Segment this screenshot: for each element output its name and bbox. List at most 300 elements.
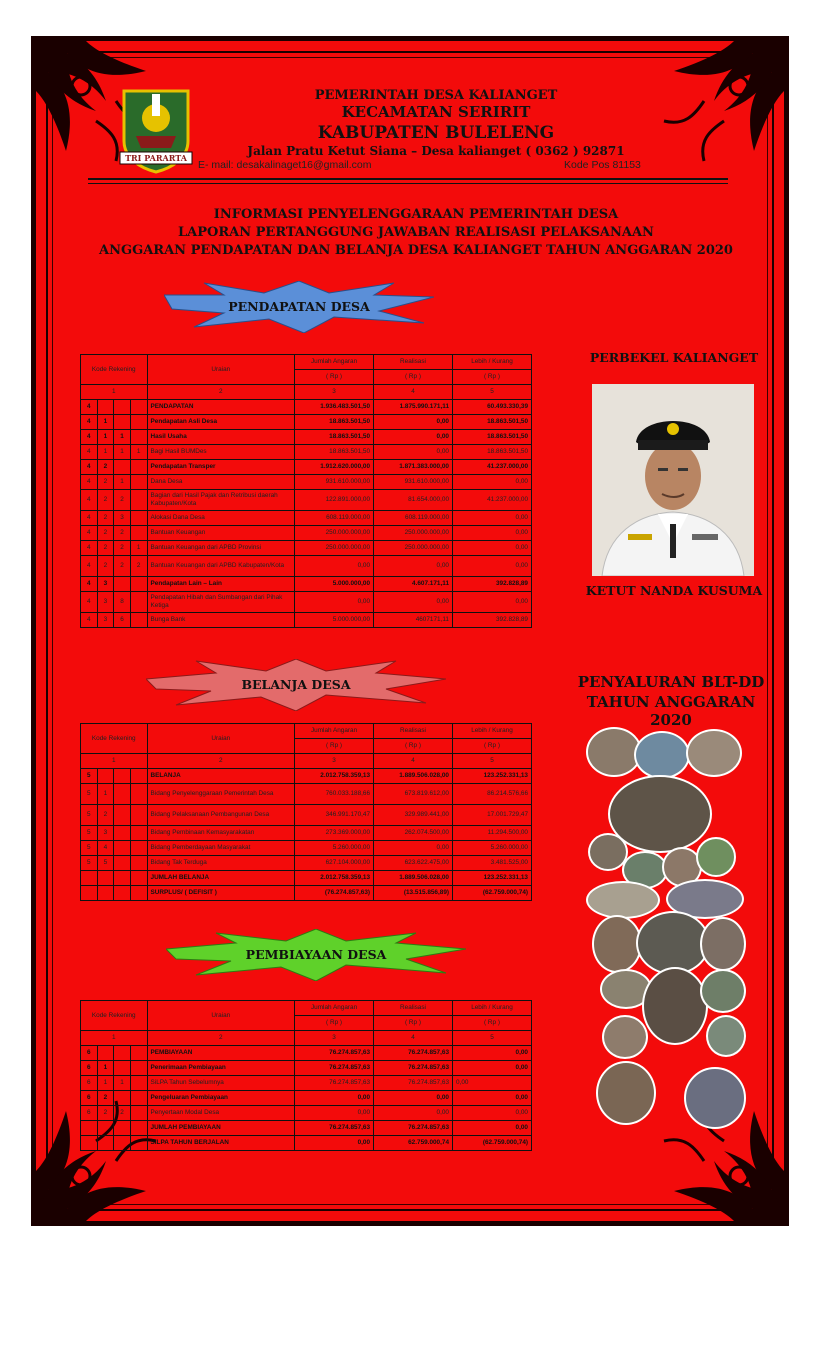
main-title-line1: INFORMASI PENYELENGGARAAN PEMERINTAH DESA — [213, 207, 619, 222]
lebih-cell: 0,00 — [453, 1121, 532, 1136]
kode-cell — [130, 1061, 147, 1076]
anggaran-cell: 250.000.000,00 — [295, 541, 374, 556]
table-row — [81, 577, 532, 592]
lebih-cell: 0,00 — [453, 1091, 532, 1106]
anggaran-cell: (76.274.857,63) — [295, 886, 374, 901]
table-row — [81, 445, 532, 460]
table-row — [81, 592, 532, 613]
blt-photo-circle — [602, 1015, 648, 1059]
uraian-cell: SURPLUS/ ( DEFISIT ) — [147, 886, 295, 901]
realisasi-cell: 262.074.500,00 — [374, 826, 453, 841]
banner-pendapatan — [164, 281, 434, 333]
col-header-lebih: Lebih / Kurang — [453, 355, 532, 370]
table-row — [81, 541, 532, 556]
col-header-anggaran: Jumlah Angaran — [295, 724, 374, 739]
table-row — [81, 826, 532, 841]
kode-cell: 5 — [81, 856, 98, 871]
blt-photo-circle — [706, 1015, 746, 1057]
kode-cell: 2 — [114, 556, 131, 577]
kode-cell: 2 — [114, 541, 131, 556]
table-row — [81, 415, 532, 430]
lebih-cell: 392.828,89 — [453, 613, 532, 628]
realisasi-cell: 608.119.000,00 — [374, 511, 453, 526]
banner-belanja — [146, 659, 446, 711]
col-header-kode: Kode Rekening — [81, 355, 148, 385]
kode-cell — [114, 1046, 131, 1061]
uraian-cell: Penyertaan Modal Desa — [147, 1106, 295, 1121]
kode-cell: 8 — [114, 592, 131, 613]
anggaran-cell: 2.012.758.359,13 — [295, 871, 374, 886]
kode-cell: 2 — [114, 1106, 131, 1121]
kode-cell — [114, 460, 131, 475]
col-number: 3 — [295, 385, 374, 400]
kode-cell — [114, 400, 131, 415]
logo-label: TRI PARARTA — [125, 153, 187, 163]
banner-belanja-label: BELANJA DESA — [241, 677, 351, 692]
uraian-cell: Pendapatan Lain – Lain — [147, 577, 295, 592]
header-divider — [88, 178, 728, 180]
header-divider — [88, 183, 728, 184]
table-row — [81, 856, 532, 871]
kode-cell — [97, 1121, 114, 1136]
col-number: 1 — [81, 1031, 148, 1046]
kode-cell — [97, 886, 114, 901]
kode-cell — [130, 856, 147, 871]
kode-cell: 5 — [81, 784, 98, 805]
lebih-cell: (62.759.000,74) — [453, 886, 532, 901]
kode-cell — [81, 871, 98, 886]
header-district: KECAMATAN SERIRIT — [341, 103, 531, 121]
kode-cell — [130, 826, 147, 841]
uraian-cell: Bagi Hasil BUMDes — [147, 445, 295, 460]
realisasi-cell: 76.274.857,63 — [374, 1061, 453, 1076]
lebih-cell: 0,00 — [453, 592, 532, 613]
table-row — [81, 613, 532, 628]
kode-cell: 4 — [81, 490, 98, 511]
col-number: 4 — [374, 754, 453, 769]
kode-cell — [130, 460, 147, 475]
kode-cell: 5 — [81, 769, 98, 784]
table-row — [81, 805, 532, 826]
kode-cell: 4 — [81, 430, 98, 445]
uraian-cell: Penerimaan Pembiayaan — [147, 1061, 295, 1076]
kode-cell: 3 — [97, 826, 114, 841]
lebih-cell: 41.237.000,00 — [453, 490, 532, 511]
uraian-cell: Bantuan Keuangan — [147, 526, 295, 541]
anggaran-cell: 76.274.857,63 — [295, 1061, 374, 1076]
col-header-unit: ( Rp ) — [295, 1016, 374, 1031]
kode-cell: 1 — [97, 415, 114, 430]
banner-pembiayaan — [166, 929, 466, 981]
kode-cell — [130, 886, 147, 901]
col-header-uraian: Uraian — [147, 1001, 295, 1031]
kode-cell: 1 — [97, 445, 114, 460]
realisasi-cell: 250.000.000,00 — [374, 541, 453, 556]
kode-cell: 1 — [97, 784, 114, 805]
realisasi-cell: 76.274.857,63 — [374, 1076, 453, 1091]
uraian-cell: JUMLAH PEMBIAYAAN — [147, 1121, 295, 1136]
uraian-cell: Pendapatan Transper — [147, 460, 295, 475]
col-header-unit: ( Rp ) — [453, 1016, 532, 1031]
col-number: 1 — [81, 754, 148, 769]
kode-cell — [114, 1136, 131, 1151]
realisasi-cell: 0,00 — [374, 1091, 453, 1106]
kode-cell: 6 — [81, 1106, 98, 1121]
kode-cell: 1 — [130, 445, 147, 460]
realisasi-cell: 673.819.612,00 — [374, 784, 453, 805]
col-header-realisasi: Realisasi — [374, 724, 453, 739]
table-row — [81, 1136, 532, 1151]
anggaran-cell: 5.000.000,00 — [295, 613, 374, 628]
kode-cell — [114, 841, 131, 856]
kode-cell — [114, 415, 131, 430]
col-number: 5 — [453, 754, 532, 769]
banner-pendapatan-label: PENDAPATAN DESA — [228, 299, 370, 314]
kode-cell — [130, 1046, 147, 1061]
kode-cell: 4 — [81, 400, 98, 415]
col-header-unit: ( Rp ) — [295, 370, 374, 385]
kode-cell — [114, 1061, 131, 1076]
kode-cell — [130, 841, 147, 856]
kode-cell — [114, 577, 131, 592]
lebih-cell: 3.481.525,00 — [453, 856, 532, 871]
perbekel-photo — [592, 384, 754, 576]
table-row — [81, 556, 532, 577]
kode-cell — [130, 400, 147, 415]
realisasi-cell: 81.654.000,00 — [374, 490, 453, 511]
header-regency: KABUPATEN BULELENG — [317, 123, 555, 143]
realisasi-cell: 329.989.441,00 — [374, 805, 453, 826]
lebih-cell: 392.828,89 — [453, 577, 532, 592]
anggaran-cell: 18.863.501,50 — [295, 445, 374, 460]
anggaran-cell: 0,00 — [295, 556, 374, 577]
anggaran-cell: 76.274.857,63 — [295, 1121, 374, 1136]
lebih-cell: 0,00 — [453, 1106, 532, 1121]
kode-cell: 1 — [114, 430, 131, 445]
realisasi-cell: 0,00 — [374, 841, 453, 856]
kode-cell: 4 — [81, 556, 98, 577]
uraian-cell: Bidang Pembinaan Kemasyarakatan — [147, 826, 295, 841]
kode-cell — [81, 1121, 98, 1136]
lebih-cell: 18.863.501,50 — [453, 430, 532, 445]
lebih-cell: 123.252.331,13 — [453, 871, 532, 886]
realisasi-cell: 76.274.857,63 — [374, 1121, 453, 1136]
kode-cell: 1 — [114, 475, 131, 490]
blt-photo-circle — [634, 731, 690, 779]
kode-cell — [130, 577, 147, 592]
table-row — [81, 511, 532, 526]
table-row — [81, 886, 532, 901]
kode-cell — [81, 886, 98, 901]
lebih-cell: 0,00 — [453, 526, 532, 541]
anggaran-cell: 76.274.857,63 — [295, 1076, 374, 1091]
kode-cell — [130, 1121, 147, 1136]
uraian-cell: BELANJA — [147, 769, 295, 784]
kode-cell — [114, 886, 131, 901]
header-address: Jalan Pratu Ketut Siana – Desa kalianget ( 0362 ) 92871 — [247, 144, 625, 158]
col-header-lebih: Lebih / Kurang — [453, 1001, 532, 1016]
lebih-cell: 18.863.501,50 — [453, 445, 532, 460]
anggaran-cell: 76.274.857,63 — [295, 1046, 374, 1061]
kode-cell: 2 — [130, 556, 147, 577]
kode-cell — [81, 1136, 98, 1151]
header-village: PEMERINTAH DESA KALIANGET — [314, 88, 558, 103]
kode-cell — [97, 400, 114, 415]
blt-photo-circle — [592, 915, 642, 973]
pembiayaan-table — [80, 1000, 532, 1151]
kode-cell: 4 — [81, 526, 98, 541]
lebih-cell: 41.237.000,00 — [453, 460, 532, 475]
kode-cell: 2 — [114, 526, 131, 541]
table-row — [81, 784, 532, 805]
blt-title-line1: PENYALURAN BLT-DD — [577, 673, 765, 691]
uraian-cell: Bagian dari Hasil Pajak dan Retribusi daerah Kabupaten/Kota — [147, 490, 295, 511]
kode-cell — [114, 871, 131, 886]
realisasi-cell: 1.889.506.028,00 — [374, 769, 453, 784]
col-header-unit: ( Rp ) — [453, 370, 532, 385]
blt-photo-circle — [596, 1061, 656, 1125]
anggaran-cell: 250.000.000,00 — [295, 526, 374, 541]
kode-cell: 1 — [97, 430, 114, 445]
col-number: 3 — [295, 1031, 374, 1046]
kode-cell — [130, 430, 147, 445]
lebih-cell: 18.863.501,50 — [453, 415, 532, 430]
realisasi-cell: 0,00 — [374, 556, 453, 577]
pendapatan-table — [80, 354, 532, 628]
realisasi-cell: 250.000.000,00 — [374, 526, 453, 541]
kode-cell: 1 — [130, 541, 147, 556]
table-row — [81, 1076, 532, 1091]
realisasi-cell: 0,00 — [374, 592, 453, 613]
anggaran-cell: 0,00 — [295, 1091, 374, 1106]
anggaran-cell: 346.991.170,47 — [295, 805, 374, 826]
table-row — [81, 460, 532, 475]
col-number: 1 — [81, 385, 148, 400]
blt-photo-circle — [686, 729, 742, 777]
kode-cell: 3 — [97, 613, 114, 628]
lebih-cell: 17.001.729,47 — [453, 805, 532, 826]
kode-cell: 4 — [81, 592, 98, 613]
banner-pembiayaan-label: PEMBIAYAAN DESA — [245, 947, 387, 962]
kode-cell: 3 — [114, 511, 131, 526]
lebih-cell: 0,00 — [453, 1046, 532, 1061]
uraian-cell: Dana Desa — [147, 475, 295, 490]
table-row — [81, 769, 532, 784]
anggaran-cell: 1.936.483.501,50 — [295, 400, 374, 415]
belanja-table — [80, 723, 532, 901]
corner-ornament-icon — [634, 41, 784, 191]
kode-cell — [130, 415, 147, 430]
col-number: 2 — [147, 754, 295, 769]
col-header-unit: ( Rp ) — [374, 1016, 453, 1031]
anggaran-cell: 5.000.000,00 — [295, 577, 374, 592]
kode-cell — [97, 1046, 114, 1061]
lebih-cell: 0,00 — [453, 541, 532, 556]
perbekel-title: PERBEKEL KALIANGET — [589, 350, 759, 365]
kode-cell: 2 — [97, 526, 114, 541]
realisasi-cell: 4.607.171,11 — [374, 577, 453, 592]
kode-cell — [130, 769, 147, 784]
kode-cell: 2 — [114, 490, 131, 511]
uraian-cell: Pendapatan Hibah dan Sumbangan dari Pihak Ketiga — [147, 592, 295, 613]
kode-cell: 4 — [81, 541, 98, 556]
uraian-cell: Pendapatan Asli Desa — [147, 415, 295, 430]
kode-cell — [114, 826, 131, 841]
col-header-kode: Kode Rekening — [81, 1001, 148, 1031]
lebih-cell: 0,00 — [453, 1076, 532, 1091]
kode-cell: 4 — [97, 841, 114, 856]
realisasi-cell: 1.875.990.171,11 — [374, 400, 453, 415]
kode-cell: 4 — [81, 415, 98, 430]
kode-cell: 1 — [97, 1061, 114, 1076]
col-number: 2 — [147, 1031, 295, 1046]
anggaran-cell: 608.119.000,00 — [295, 511, 374, 526]
kode-cell: 1 — [114, 1076, 131, 1091]
realisasi-cell: 1.889.506.028,00 — [374, 871, 453, 886]
kode-cell: 5 — [81, 826, 98, 841]
kode-cell: 6 — [81, 1091, 98, 1106]
col-header-realisasi: Realisasi — [374, 355, 453, 370]
kode-cell — [114, 805, 131, 826]
kode-cell: 5 — [97, 856, 114, 871]
realisasi-cell: 62.759.000,74 — [374, 1136, 453, 1151]
realisasi-cell: (13.515.856,89) — [374, 886, 453, 901]
kode-cell: 2 — [97, 541, 114, 556]
uraian-cell: Bidang Pemberdayaan Masyarakat — [147, 841, 295, 856]
lebih-cell: (62.759.000,74) — [453, 1136, 532, 1151]
blt-title-line2: TAHUN ANGGARAN 2020 — [586, 693, 756, 729]
col-header-unit: ( Rp ) — [374, 739, 453, 754]
anggaran-cell: 2.012.758.359,13 — [295, 769, 374, 784]
kode-cell: 3 — [97, 592, 114, 613]
realisasi-cell: 76.274.857,63 — [374, 1046, 453, 1061]
col-header-anggaran: Jumlah Angaran — [295, 1001, 374, 1016]
regency-logo-icon — [116, 86, 196, 176]
col-header-uraian: Uraian — [147, 355, 295, 385]
kode-cell: 5 — [81, 841, 98, 856]
main-title-line2: LAPORAN PERTANGGUNG JAWABAN REALISASI PELAKSANAAN — [178, 225, 654, 240]
uraian-cell: PEMBIAYAAN — [147, 1046, 295, 1061]
col-number: 5 — [453, 385, 532, 400]
header-postcode: Kode Pos 81153 — [564, 159, 641, 171]
kode-cell: 6 — [81, 1046, 98, 1061]
kode-cell: 2 — [97, 511, 114, 526]
kode-cell: 4 — [81, 613, 98, 628]
col-number: 2 — [147, 385, 295, 400]
kode-cell — [130, 475, 147, 490]
table-row — [81, 1121, 532, 1136]
kode-cell — [130, 592, 147, 613]
kode-cell: 2 — [97, 490, 114, 511]
lebih-cell: 0,00 — [453, 475, 532, 490]
realisasi-cell: 4607171,11 — [374, 613, 453, 628]
realisasi-cell: 0,00 — [374, 445, 453, 460]
table-row — [81, 400, 532, 415]
kode-cell — [130, 490, 147, 511]
blt-photo-circle — [696, 837, 736, 877]
realisasi-cell: 0,00 — [374, 430, 453, 445]
col-header-realisasi: Realisasi — [374, 1001, 453, 1016]
col-header-unit: ( Rp ) — [374, 370, 453, 385]
blt-photo-circle — [586, 881, 660, 919]
realisasi-cell: 0,00 — [374, 1106, 453, 1121]
kode-cell — [114, 856, 131, 871]
anggaran-cell: 0,00 — [295, 592, 374, 613]
anggaran-cell: 18.863.501,50 — [295, 430, 374, 445]
kode-cell: 4 — [81, 460, 98, 475]
blt-photo-circle — [700, 917, 746, 971]
kode-cell: 2 — [97, 1091, 114, 1106]
lebih-cell: 0,00 — [453, 1061, 532, 1076]
perbekel-name: KETUT NANDA KUSUMA — [585, 583, 763, 598]
header-email: E- mail: desakalinaget16@gmail.com — [198, 159, 372, 171]
uraian-cell: Hasil Usaha — [147, 430, 295, 445]
lebih-cell: 0,00 — [453, 511, 532, 526]
kode-cell: 1 — [97, 1076, 114, 1091]
kode-cell: 6 — [81, 1076, 98, 1091]
blt-photo-circle — [642, 967, 708, 1045]
kode-cell: 2 — [97, 805, 114, 826]
lebih-cell: 123.252.331,13 — [453, 769, 532, 784]
anggaran-cell: 0,00 — [295, 1106, 374, 1121]
anggaran-cell: 1.912.620.000,00 — [295, 460, 374, 475]
anggaran-cell: 18.863.501,50 — [295, 415, 374, 430]
kode-cell: 3 — [97, 577, 114, 592]
uraian-cell: JUMLAH BELANJA — [147, 871, 295, 886]
kode-cell — [97, 769, 114, 784]
col-header-lebih: Lebih / Kurang — [453, 724, 532, 739]
table-row — [81, 871, 532, 886]
uraian-cell: Bidang Tak Terduga — [147, 856, 295, 871]
anggaran-cell: 273.369.000,00 — [295, 826, 374, 841]
col-number: 5 — [453, 1031, 532, 1046]
kode-cell: 6 — [114, 613, 131, 628]
kode-cell: 4 — [81, 475, 98, 490]
col-header-unit: ( Rp ) — [453, 739, 532, 754]
kode-cell — [130, 1136, 147, 1151]
kode-cell: 4 — [81, 577, 98, 592]
kode-cell — [130, 511, 147, 526]
kode-cell: 2 — [97, 460, 114, 475]
uraian-cell: Bidang Penyelenggaraan Pemerintah Desa — [147, 784, 295, 805]
lebih-cell: 0,00 — [453, 556, 532, 577]
kode-cell — [130, 1106, 147, 1121]
kode-cell: 2 — [97, 556, 114, 577]
table-row — [81, 1106, 532, 1121]
kode-cell — [97, 871, 114, 886]
kode-cell: 4 — [81, 511, 98, 526]
uraian-cell: SILPA TAHUN BERJALAN — [147, 1136, 295, 1151]
kode-cell — [114, 784, 131, 805]
realisasi-cell: 1.871.383.000,00 — [374, 460, 453, 475]
uraian-cell: Bantuan Keuangan dari APBD Kabupaten/Kota — [147, 556, 295, 577]
anggaran-cell: 627.104.000,00 — [295, 856, 374, 871]
kode-cell — [130, 1091, 147, 1106]
col-number: 4 — [374, 385, 453, 400]
table-row — [81, 1091, 532, 1106]
kode-cell: 1 — [114, 445, 131, 460]
kode-cell: 2 — [97, 475, 114, 490]
anggaran-cell: 760.033.188,66 — [295, 784, 374, 805]
uraian-cell: Bunga Bank — [147, 613, 295, 628]
kode-cell: 5 — [81, 805, 98, 826]
uraian-cell: Bantuan Keuangan dari APBD Provinsi — [147, 541, 295, 556]
main-title-line3: ANGGARAN PENDAPATAN DAN BELANJA DESA KALIANGET TAHUN ANGGARAN 2020 — [99, 243, 733, 258]
table-row — [81, 1061, 532, 1076]
uraian-cell: Pengeluaran Pembiayaan — [147, 1091, 295, 1106]
anggaran-cell: 0,00 — [295, 1136, 374, 1151]
anggaran-cell: 122.891.000,00 — [295, 490, 374, 511]
